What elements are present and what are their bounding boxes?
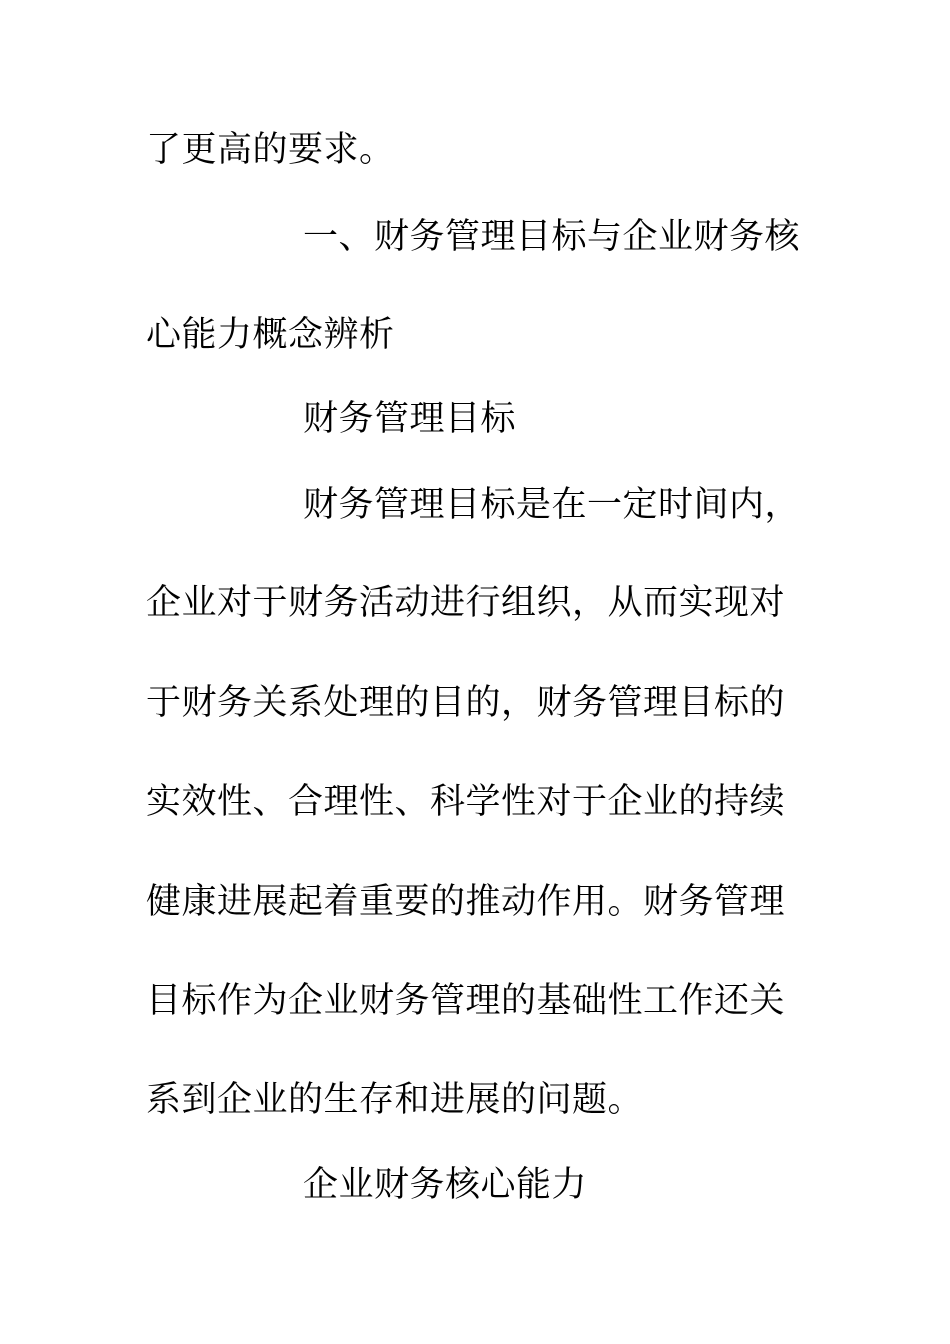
subsection-heading: 企业财务核心能力 (303, 1165, 588, 1205)
text-line: 企业对于财务活动进行组织，从而实现对 (146, 583, 786, 623)
text-line: 系到企业的生存和进展的问题。 (146, 1080, 644, 1120)
text-line: 健康进展起着重要的推动作用。财务管理 (146, 882, 786, 922)
section-heading-line: 心能力概念辨析 (146, 315, 395, 355)
text-line: 目标作为企业财务管理的基础性工作还关 (146, 981, 786, 1021)
text-line: 于财务关系处理的目的，财务管理目标的 (146, 683, 786, 723)
text-line: 财务管理目标是在一定时间内， (303, 485, 801, 525)
text-line: 实效性、合理性、科学性对于企业的持续 (146, 782, 786, 822)
subsection-heading: 财务管理目标 (303, 399, 517, 439)
section-heading-line: 一、财务管理目标与企业财务核 (303, 217, 801, 257)
text-line: 了更高的要求。 (146, 130, 395, 170)
